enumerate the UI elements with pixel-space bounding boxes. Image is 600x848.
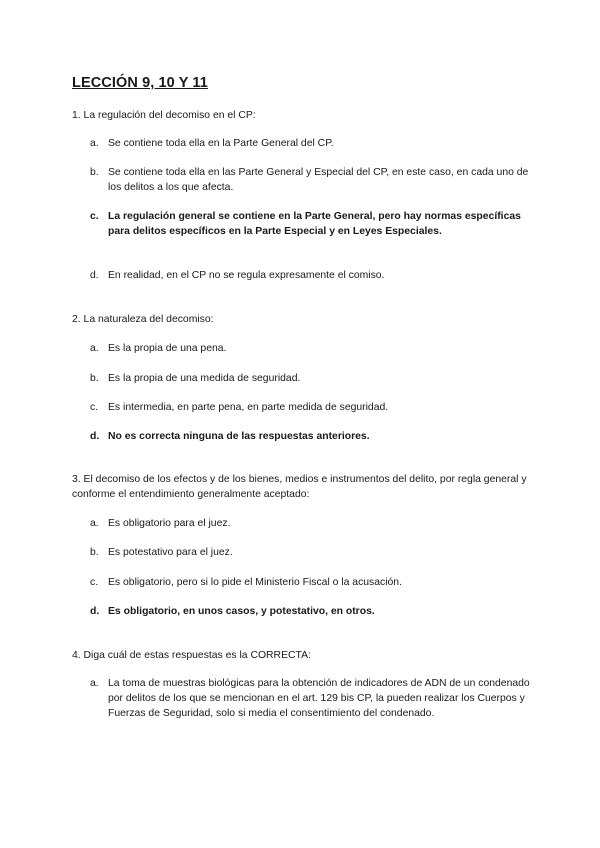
- question-3-option-c: [90, 575, 530, 590]
- option-text: La regulación general se contiene en la Parte General, pero hay normas específicas para delitos específicos en la Parte Especial y en Leyes Especiales.: [108, 211, 521, 237]
- question-2-option-c: [90, 400, 530, 415]
- question-2-prompt: 2. La naturaleza del decomiso:: [72, 314, 214, 325]
- question-2-option-d-correct: [90, 429, 530, 444]
- option-letter: c.: [90, 211, 99, 222]
- option-letter: c.: [90, 402, 99, 413]
- option-text: En realidad, en el CP no se regula expresamente el comiso.: [108, 270, 385, 281]
- option-text: Es potestativo para el juez.: [108, 547, 233, 558]
- page-title: LECCIÓN 9, 10 Y 11: [72, 75, 208, 91]
- question-2-option-a: [90, 341, 530, 356]
- option-letter: b.: [90, 373, 99, 384]
- option-text: Es obligatorio, pero si lo pide el Ministerio Fiscal o la acusación.: [108, 577, 402, 588]
- option-text: No es correcta ninguna de las respuestas anteriores.: [108, 431, 370, 442]
- option-text: Es la propia de una pena.: [108, 343, 227, 354]
- option-text: La toma de muestras biológicas para la obtención de indicadores de ADN de un condenado por delitos de los que se mencionan en el art. 129 bis CP, la pueden realizar los Cuerpos y Fuerzas de Seguridad, solo si media el consentimiento del condenado.: [108, 678, 530, 719]
- option-text: Se contiene toda ella en la Parte General del CP.: [108, 138, 334, 149]
- question-3-prompt: 3. El decomiso de los efectos y de los bienes, medios e instrumentos del delito, por regla general y conforme el entendimiento generalmente aceptado:: [72, 474, 527, 500]
- option-letter: a.: [90, 678, 99, 689]
- option-letter: d.: [90, 606, 100, 617]
- option-text: Es obligatorio para el juez.: [108, 518, 231, 529]
- option-letter: c.: [90, 577, 99, 588]
- option-text: Es la propia de una medida de seguridad.: [108, 373, 301, 384]
- question-3-option-d-correct: [90, 604, 530, 619]
- question-1-option-a: [90, 136, 530, 151]
- option-letter: a.: [90, 343, 99, 354]
- question-1-option-d: [90, 268, 530, 283]
- question-1-option-c-correct: [90, 209, 530, 239]
- question-2-option-b: [90, 371, 530, 386]
- question-3-option-a: [90, 516, 530, 531]
- option-text: Es obligatorio, en unos casos, y potestativo, en otros.: [108, 606, 375, 617]
- option-letter: a.: [90, 138, 99, 149]
- option-letter: d.: [90, 270, 99, 281]
- option-letter: a.: [90, 518, 99, 529]
- question-1-prompt: 1. La regulación del decomiso en el CP:: [72, 110, 256, 121]
- option-letter: b.: [90, 167, 99, 178]
- option-text: Es intermedia, en parte pena, en parte medida de seguridad.: [108, 402, 389, 413]
- option-text: Se contiene toda ella en las Parte General y Especial del CP, en este caso, en cada uno de los delitos a los que afecta.: [108, 167, 529, 193]
- question-3-option-b: [90, 545, 530, 560]
- question-4-option-a: [90, 676, 530, 721]
- option-letter: b.: [90, 547, 99, 558]
- question-4-prompt: 4. Diga cuál de estas respuestas es la CORRECTA:: [72, 650, 311, 661]
- question-1-option-b: [90, 165, 530, 195]
- option-letter: d.: [90, 431, 100, 442]
